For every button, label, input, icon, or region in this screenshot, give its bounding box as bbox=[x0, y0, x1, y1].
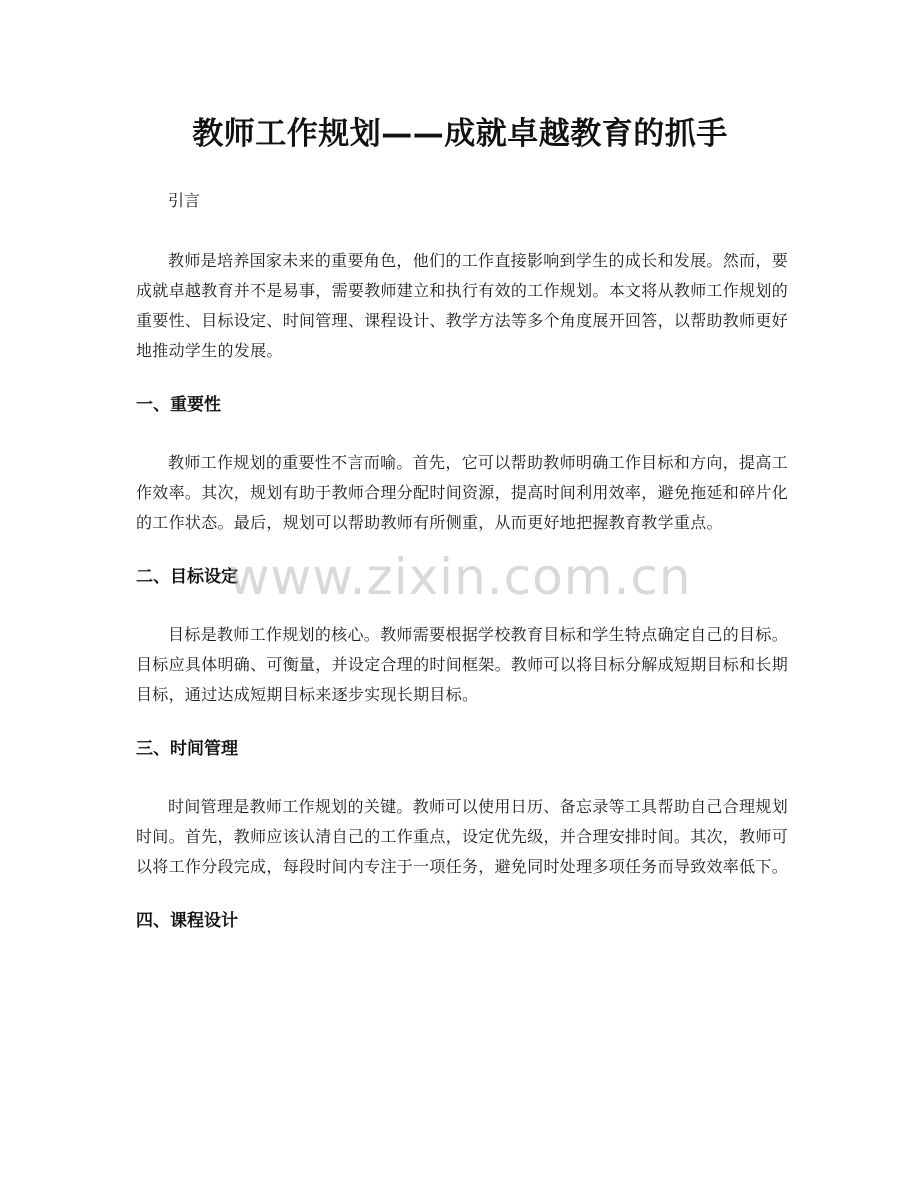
document-body bbox=[136, 186, 788, 936]
section-paragraph-importance: 教师工作规划的重要性不言而喻。首先，它可以帮助教师明确工作目标和方向，提高工作效率。其次，规划有助于教师合理分配时间资源，提高时间利用效率，避免拖延和碎片化的工作状态。最后，规划可以帮助教师有所侧重，从而更好地把握教育教学重点。 bbox=[136, 453, 789, 532]
intro-label: 引言 bbox=[168, 191, 201, 210]
section-heading-course-design: 四、课程设计 bbox=[136, 911, 238, 931]
section-paragraph-time-management: 时间管理是教师工作规划的关键。教师可以使用日历、备忘录等工具帮助自己合理规划时间。首先，教师应该认清自己的工作重点，设定优先级，并合理安排时间。其次，教师可以将工作分段完成，每段时间内专注于一项任务，避免同时处理多项任务而导致效率低下。 bbox=[136, 797, 789, 876]
page-title: 教师工作规划——成就卓越教育的抓手 bbox=[192, 116, 728, 152]
section-heading-importance: 一、重要性 bbox=[136, 395, 221, 415]
section-heading-time-management: 三、时间管理 bbox=[136, 739, 238, 759]
intro-paragraph: 教师是培养国家未来的重要角色，他们的工作直接影响到学生的成长和发展。然而，要成就卓越教育并不是易事，需要教师建立和执行有效的工作规划。本文将从教师工作规划的重要性、目标设定、时间管理、课程设计、教学方法等多个角度展开回答，以帮助教师更好地推动学生的发展。 bbox=[136, 251, 789, 360]
section-paragraph-goal-setting: 目标是教师工作规划的核心。教师需要根据学校教育目标和学生特点确定自己的目标。目标应具体明确、可衡量，并设定合理的时间框架。教师可以将目标分解成短期目标和长期目标，通过达成短期目标来逐步实现长期目标。 bbox=[136, 625, 789, 704]
watermark: www.zixin.com.cn bbox=[228, 548, 692, 606]
section-heading-goal-setting: 二、目标设定 bbox=[136, 567, 238, 587]
